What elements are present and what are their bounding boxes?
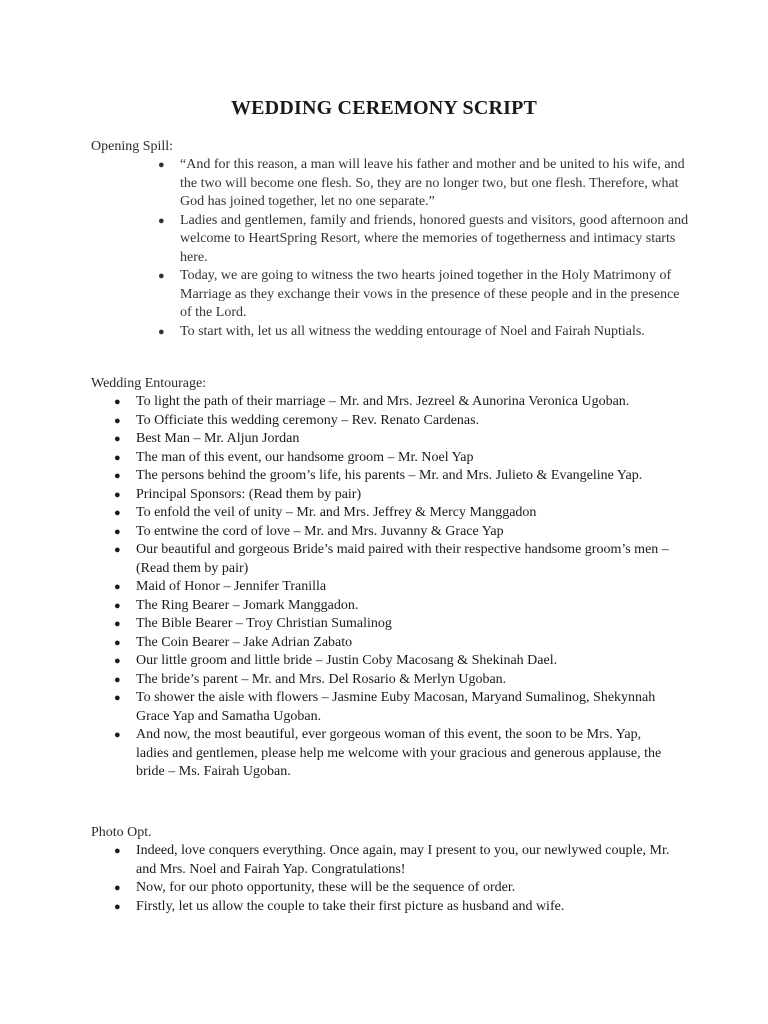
bullet-icon: ●	[114, 470, 121, 482]
wedding-entourage-label: Wedding Entourage:	[91, 376, 207, 391]
bullet-icon: ●	[114, 692, 121, 704]
wedding-entourage-list	[114, 393, 676, 782]
bullet-icon: ●	[114, 655, 121, 667]
bullet-icon: ●	[114, 581, 121, 593]
bullet-icon: ●	[114, 729, 121, 741]
list-item: ● And now, the most beautiful, ever gorgeous woman of this event, the soon to be Mrs. Yap, ladies and gentlemen, please help me welcome with your gracious and generous applause, the bride – Ms. Fairah Ugoban.	[114, 727, 662, 779]
list-item: ● To entwine the cord of love – Mr. and Mrs. Juvanny & Grace Yap	[136, 523, 676, 542]
list-item: ● Maid of Honor – Jennifer Tranilla	[136, 578, 676, 597]
list-item: ● To light the path of their marriage – Mr. and Mrs. Jezreel & Aunorina Veronica Ugoban.	[136, 393, 676, 412]
bullet-icon: ●	[114, 525, 121, 538]
bullet-icon: ●	[114, 488, 121, 501]
bullet-icon: ●	[114, 618, 121, 630]
list-item: ● The Bible Bearer – Troy Christian Sumalinog	[136, 615, 676, 634]
list-item: ● The man of this event, our handsome groom – Mr. Noel Yap	[136, 449, 676, 468]
bullet-icon: ●	[114, 900, 121, 913]
bullet-icon: ●	[114, 396, 121, 408]
bullet-icon: ●	[158, 159, 165, 171]
bullet-icon: ●	[114, 414, 121, 427]
list-item: ● Our little groom and little bride – Justin Coby Macosang & Shekinah Dael.	[136, 652, 676, 671]
bullet-icon: ●	[114, 882, 121, 894]
bullet-icon: ●	[158, 270, 165, 282]
photo-opt-label: Photo Opt.	[91, 825, 152, 840]
list-item: ● Firstly, let us allow the couple to take their first picture as husband and wife.	[136, 898, 676, 917]
bullet-icon: ●	[158, 214, 165, 227]
list-item: ● Our beautiful and gorgeous Bride’s maid paired with their respective handsome groom’s men – (Read them by pair)	[114, 542, 669, 576]
list-item: ● To enfold the veil of unity – Mr. and Mrs. Jeffrey & Mercy Manggadon	[136, 504, 676, 523]
bullet-icon: ●	[114, 451, 121, 464]
list-item: ● Ladies and gentlemen, family and friends, honored guests and visitors, good afternoon and welcome to HeartSpring Resort, where the memories of togetherness and intimacy starts here.	[158, 212, 689, 265]
bullet-icon: ●	[158, 325, 165, 338]
list-item: ● “And for this reason, a man will leave his father and mother and be united to his wife, and the two will become one flesh. So, they are no longer two, but one flesh. Therefore, what God has joined together, let no one separate.”	[158, 157, 685, 209]
bullet-icon: ●	[114, 544, 121, 556]
opening-spill-label: Opening Spill:	[91, 139, 174, 154]
list-item: ● To shower the aisle with flowers – Jasmine Euby Macosan, Maryand Sumalinog, Shekynnah Grace Yap and Samatha Ugoban.	[114, 690, 656, 724]
bullet-icon: ●	[114, 433, 121, 445]
document-title: WEDDING CEREMONY SCRIPT	[230, 97, 538, 119]
bullet-icon: ●	[114, 845, 121, 857]
list-item: ● Principal Sponsors: (Read them by pair)	[136, 486, 676, 505]
photo-opt-list	[114, 842, 676, 916]
list-item: ● Today, we are going to witness the two hearts joined together in the Holy Matrimony of Marriage as they exchange their vows in the presence of these people and in the presence of the Lord.	[158, 268, 680, 320]
list-item: ● To start with, let us all witness the wedding entourage of Noel and Fairah Nuptials.	[180, 323, 690, 342]
opening-spill-list	[158, 156, 690, 341]
list-item: ● To Officiate this wedding ceremony – Rev. Renato Cardenas.	[136, 412, 676, 431]
list-item: ● The persons behind the groom’s life, his parents – Mr. and Mrs. Julieto & Evangeline Yap.	[136, 467, 676, 486]
bullet-icon: ●	[114, 636, 121, 649]
bullet-icon: ●	[114, 507, 121, 519]
list-item: ● The Coin Bearer – Jake Adrian Zabato	[136, 634, 676, 653]
list-item: ● Best Man – Mr. Aljun Jordan	[136, 430, 676, 449]
list-item: ● The Ring Bearer – Jomark Manggadon.	[136, 597, 676, 616]
list-item: ● Now, for our photo opportunity, these will be the sequence of order.	[136, 879, 676, 898]
list-item: ● The bride’s parent – Mr. and Mrs. Del Rosario & Merlyn Ugoban.	[136, 671, 676, 690]
list-item: ● Indeed, love conquers everything. Once again, may I present to you, our newlywed couple, Mr. and Mrs. Noel and Fairah Yap. Congratulations!	[114, 843, 670, 877]
bullet-icon: ●	[114, 599, 121, 612]
bullet-icon: ●	[114, 673, 121, 686]
